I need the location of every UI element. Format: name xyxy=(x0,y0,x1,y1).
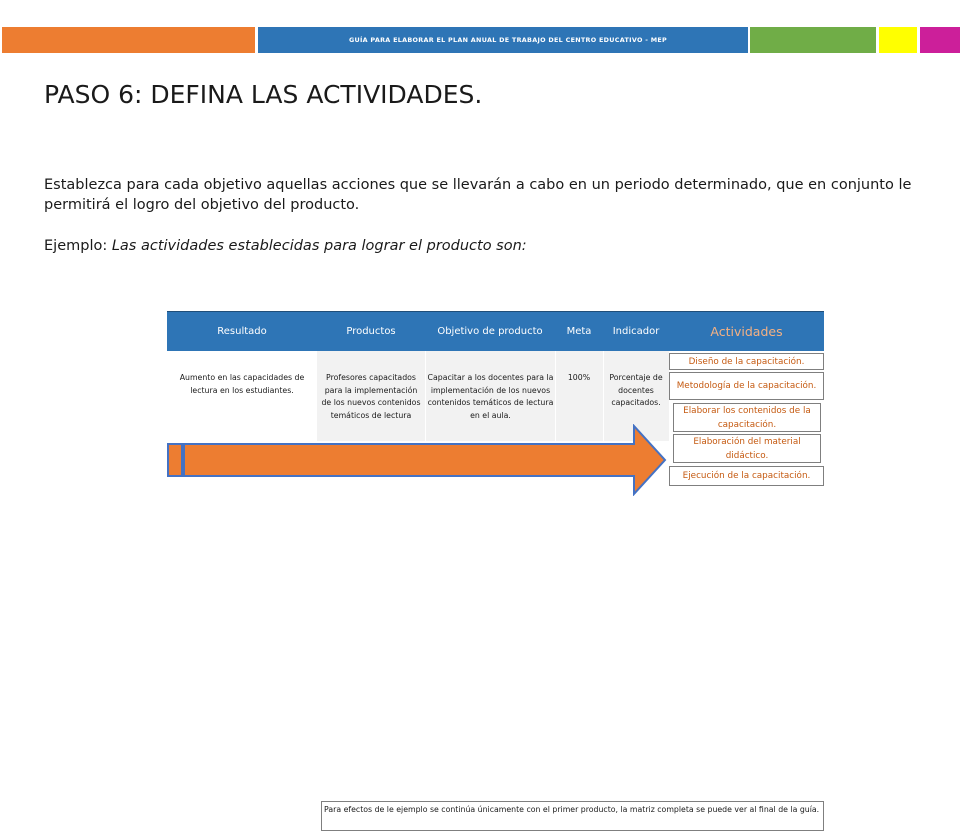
banner-blue-segment xyxy=(258,27,748,53)
header-indicador: Indicador xyxy=(612,326,660,337)
header-actividades: Actividades xyxy=(710,324,783,339)
cell-productos: Profesores capacitados para la implementación de los nuevos contenidos temáticos de lectura xyxy=(321,373,421,420)
arrow-body xyxy=(184,426,665,494)
actividad-item: Elaborar los contenidos de la capacitación. xyxy=(673,403,821,432)
header-meta: Meta xyxy=(566,326,592,337)
banner-orange-segment xyxy=(2,27,255,53)
cell-resultado: Aumento en las capacidades de lectura en los estudiantes. xyxy=(179,373,305,395)
page-title: PASO 6: DEFINA LAS ACTIVIDADES. xyxy=(44,80,483,109)
intro-paragraph: Establezca para cada objetivo aquellas acciones que se llevarán a cabo en un periodo determinado, que en conjunto le permitirá el logro del objetivo del producto. xyxy=(44,177,912,213)
header-productos: Productos xyxy=(346,326,396,337)
top-banner xyxy=(0,27,960,53)
table-header xyxy=(167,311,824,351)
banner-magenta-segment xyxy=(920,27,960,53)
cell-meta: 100% xyxy=(567,373,591,382)
footnote: Para efectos de le ejemplo se continúa únicamente con el primer producto, la matriz completa se puede ver al final de la guía. xyxy=(321,801,824,831)
example-text: Las actividades establecidas para lograr el producto son: xyxy=(111,238,527,254)
actividad-item: Metodología de la capacitación. xyxy=(669,372,824,400)
example-line xyxy=(44,238,527,254)
orange-arrow-icon xyxy=(167,424,667,496)
actividad-item: Diseño de la capacitación. xyxy=(669,353,824,370)
header-resultado: Resultado xyxy=(217,326,267,337)
actividad-item: Ejecución de la capacitación. xyxy=(669,466,824,486)
banner-green-segment xyxy=(750,27,876,53)
arrow-tail-block xyxy=(168,444,182,476)
actividad-item: Elaboración del material didáctico. xyxy=(673,434,821,463)
banner-title: GUÍA PARA ELABORAR EL PLAN ANUAL DE TRABAJO DEL CENTRO EDUCATIVO - MEP xyxy=(348,36,668,44)
header-objetivo: Objetivo de producto xyxy=(437,326,543,337)
cell-indicador: Porcentaje de docentes capacitados. xyxy=(609,373,663,407)
example-label: Ejemplo: xyxy=(44,238,108,254)
cell-objetivo: Capacitar a los docentes para la implementación de los nuevos contenidos temáticos de lectura en el aula. xyxy=(427,373,554,420)
banner-yellow-segment xyxy=(879,27,917,53)
